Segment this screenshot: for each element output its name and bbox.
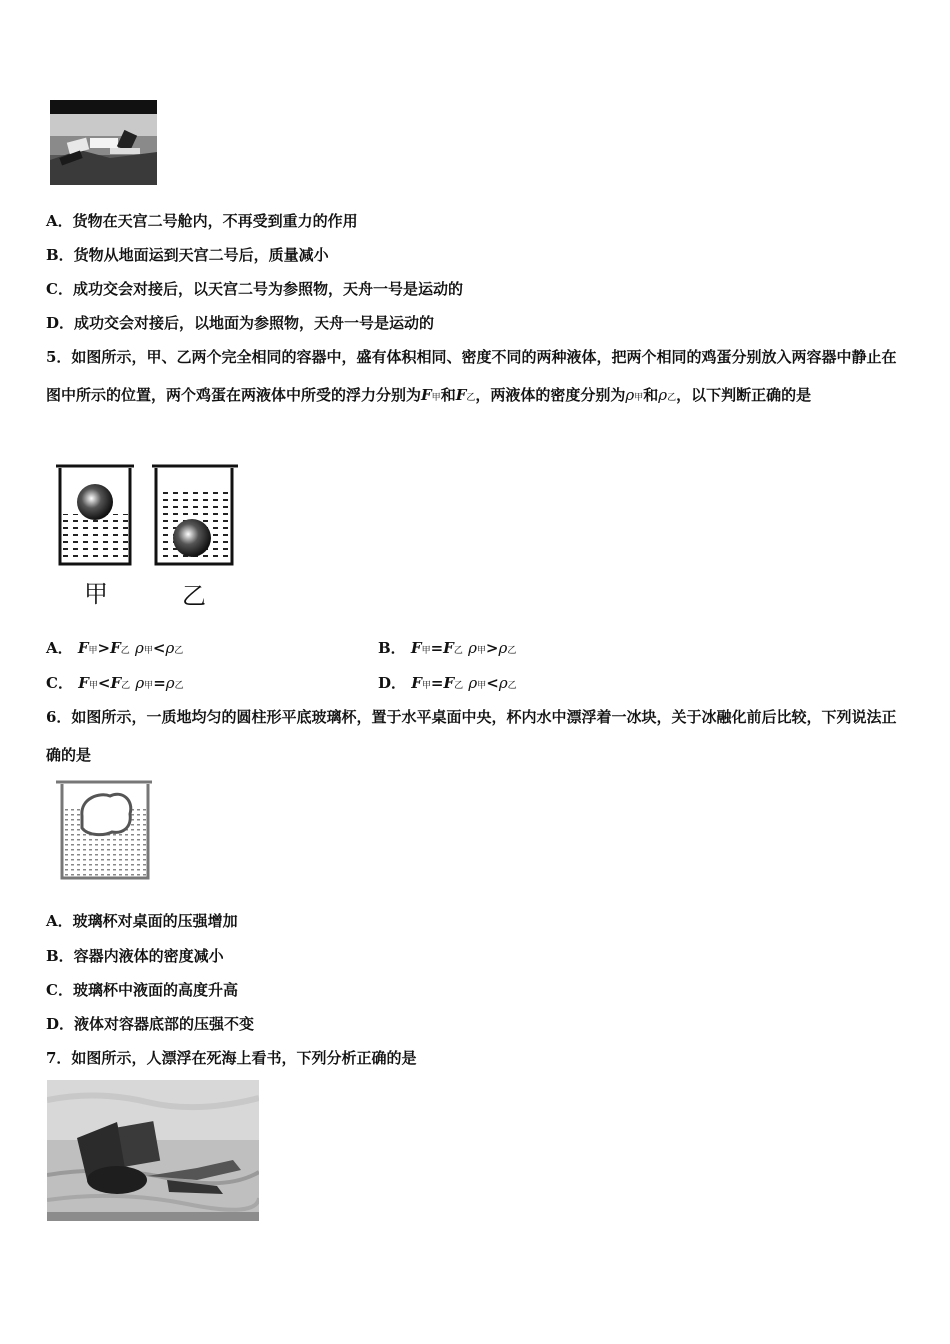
q4-option-c: C．成功交会对接后，以天宫二号为参照物，天舟一号是运动的 xyxy=(46,280,463,298)
dead-sea-photo xyxy=(47,1080,259,1221)
container-label-jia: 甲 xyxy=(84,580,108,608)
q5-stem: 5．如图所示，甲、乙两个完全相同的容器中，盛有体积相同、密度不同的两种液体，把两个相同的鸡蛋分别放入两容器中静止在图中所示的位置，两个鸡蛋在两液体中所受的浮力分别为F甲和F乙，两液体的密度分别为ρ甲和ρ乙，以下判断正确的是 xyxy=(46,348,897,404)
q6-option-d: D．液体对容器底部的压强不变 xyxy=(46,1015,255,1033)
q5-option-d: D． F甲=F乙 ρ甲<ρ乙 xyxy=(378,674,517,692)
egg-containers-figure xyxy=(52,462,242,610)
q6-stem: 6．如图所示，一质地均匀的圆柱形平底玻璃杯，置于水平桌面中央，杯内水中漂浮着一冰块，关于冰融化前后比较，下列说法正确的是 xyxy=(46,708,897,764)
q6-option-a: A．玻璃杯对桌面的压强增加 xyxy=(46,912,238,930)
q4-option-b: B．货物从地面运到天宫二号后，质量减小 xyxy=(46,246,329,264)
q5-option-b: B． F甲=F乙 ρ甲>ρ乙 xyxy=(378,639,517,657)
glass-ice-figure xyxy=(52,778,158,884)
q6-option-b: B．容器内液体的密度减小 xyxy=(46,947,224,965)
q4-option-d: D．成功交会对接后，以地面为参照物，天舟一号是运动的 xyxy=(46,314,435,332)
q4-option-a: A．货物在天宫二号舱内，不再受到重力的作用 xyxy=(46,212,358,230)
q6-option-c: C．玻璃杯中液面的高度升高 xyxy=(46,981,238,999)
q5-option-c: C． F甲<F乙 ρ甲=ρ乙 xyxy=(46,674,184,692)
container-label-yi: 乙 xyxy=(182,582,206,610)
q5-option-a: A． F甲>F乙 ρ甲<ρ乙 xyxy=(46,639,184,657)
q7-stem: 7．如图所示，人漂浮在死海上看书，下列分析正确的是 xyxy=(46,1049,417,1067)
space-station-photo xyxy=(50,100,157,185)
